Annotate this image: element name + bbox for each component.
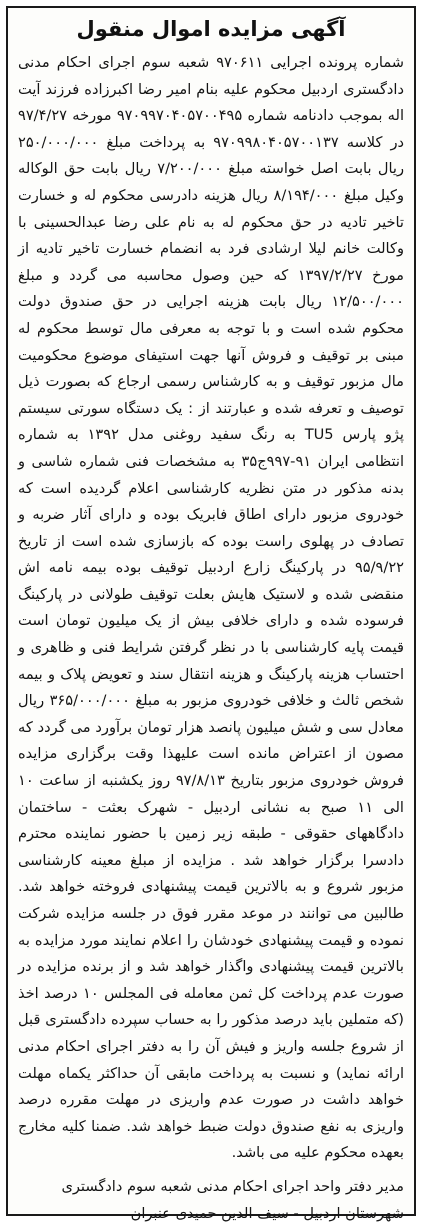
notice-body: شماره پرونده اجرایی ۹۷۰۶۱۱ شعبه سوم اجرای احکام مدنی دادگستری اردبیل محکوم علیه بنام امیر رضا اکبرزاده فرزند آیت اله بموجب دادنامه شماره ۹۷۰۹۹۷۰۴۰۵۷۰۰۴۹۵ مورخه ۹۷/۴/۲۷ در کلاسه ۹۷۰۹۹۸۰۴۰۵۷۰۰۱۳۷ به پرداخت مبلغ ۲۵۰/۰۰۰/۰۰۰ ریال بابت اصل خواسته مبلغ ۷/۲۰۰/۰۰۰ ریال بابت حق الوکاله وکیل مبلغ ۸/۱۹۴/۰۰۰ ریال هزینه دادرسی محکوم له و خسارت تاخیر تادیه در حق محکوم له به نام علی رضا عبدالحسینی با وکالت خانم لیلا ارشادی فرد به انضمام خسارت تاخیر تادیه از مورخ ۱۳۹۷/۲/۲۷ که حین وصول محاسبه می گردد و مبلغ ۱۲/۵۰۰/۰۰۰ ریال بابت هزینه اجرایی در حق صندوق دولت محکوم شده است و با توجه به معرفی مال توسط محکوم له مبنی بر توقیف و فروش آنها جهت استیفای موضوع محکومیت مال مزبور توقیف و به کارشناس رسمی ارجاع که بصورت ذیل توصیف و تعرفه شده و عبارتند از : یک دستگاه سورتی سیستم پژو پارس TU5 به رنگ سفید روغنی مدل ۱۳۹۲ به شماره انتظامی ایران ۹۱-۹۹۷ج۳۵ به مشخصات فنی شماره شاسی و بدنه مذکور در متن نظریه کارشناسی اعلام گردیده است که خودروی مزبور دارای اطاق فابریک بوده و دارای آثار ضربه و تصادف در پهلوی راست بوده که بازسازی شده است از تاریخ ۹۵/۹/۲۲ در پارکینگ زارع اردبیل توقیف بوده بیمه نامه اش منقضی شده و لاستیک هایش بعلت توقیف طولانی در پارکینگ فرسوده شده و دارای خلافی بیش از یک میلیون تومان است قیمت پایه کارشناسی با در نظر گرفتن شرایط فنی و ظاهری و احتساب هزینه پارکینگ و هزینه انتقال سند و تعویض پلاک و بیمه شخص ثالث و خلافی خودروی مزبور به مبلغ ۳۶۵/۰۰۰/۰۰۰ ریال معادل سی و شش میلیون پانصد هزار تومان برآورد می گردد که مصون از اعتراض مانده است علیهذا وقت برگزاری مزایده فروش خودروی مزبور بتاریخ ۹۷/۸/۱۳ روز یکشنبه از ساعت ۱۰ الی ۱۱ صبح به نشانی اردبیل - شهرک بعثت - ساختمان دادگاههای حقوقی - طبقه زیر زمین با حضور نماینده محترم دادسرا برگزار خواهد شد . مزایده از مبلغ معینه کارشناسی مزبور شروع و به بالاترین قیمت پیشنهادی فروخته خواهد شد. طالبین می توانند در موعد مقرر فوق در جلسه مزایده شرکت نموده و قیمت پیشنهادی خودشان را اعلام نمایند مورد مزایده به بالاترین قیمت پیشنهادی واگذار خواهد شد و از برنده مزایده در صورت عدم پرداخت کل ثمن معامله فی المجلس ۱۰ درصد اخذ (که متملین باید درصد مذکور را به حساب سپرده دادگستری قبل از شروع جلسه واریز و فیش آن را به دفتر اجرای احکام مدنی ارائه نماید) و نسبت به پرداخت مابقی آن حداکثر یکماه مهلت خواهد داشت در صورت عدم واریزی در مهلت مقرره درصد واریزی به نفع صندوق دولت ضبط خواهد شد. ضمنا کلیه مخارج بعهده محکوم علیه می باشد. (18, 54, 405, 1162)
auction-notice (6, 6, 416, 1222)
notice-title: آگهی مزایده اموال منقول (76, 17, 346, 41)
notice-signature: مدیر دفتر واحد اجرای احکام مدنی شعبه سوم دادگستری شهرستان اردبیل - سیف الدین حمیدی عنبران (61, 1177, 404, 1222)
